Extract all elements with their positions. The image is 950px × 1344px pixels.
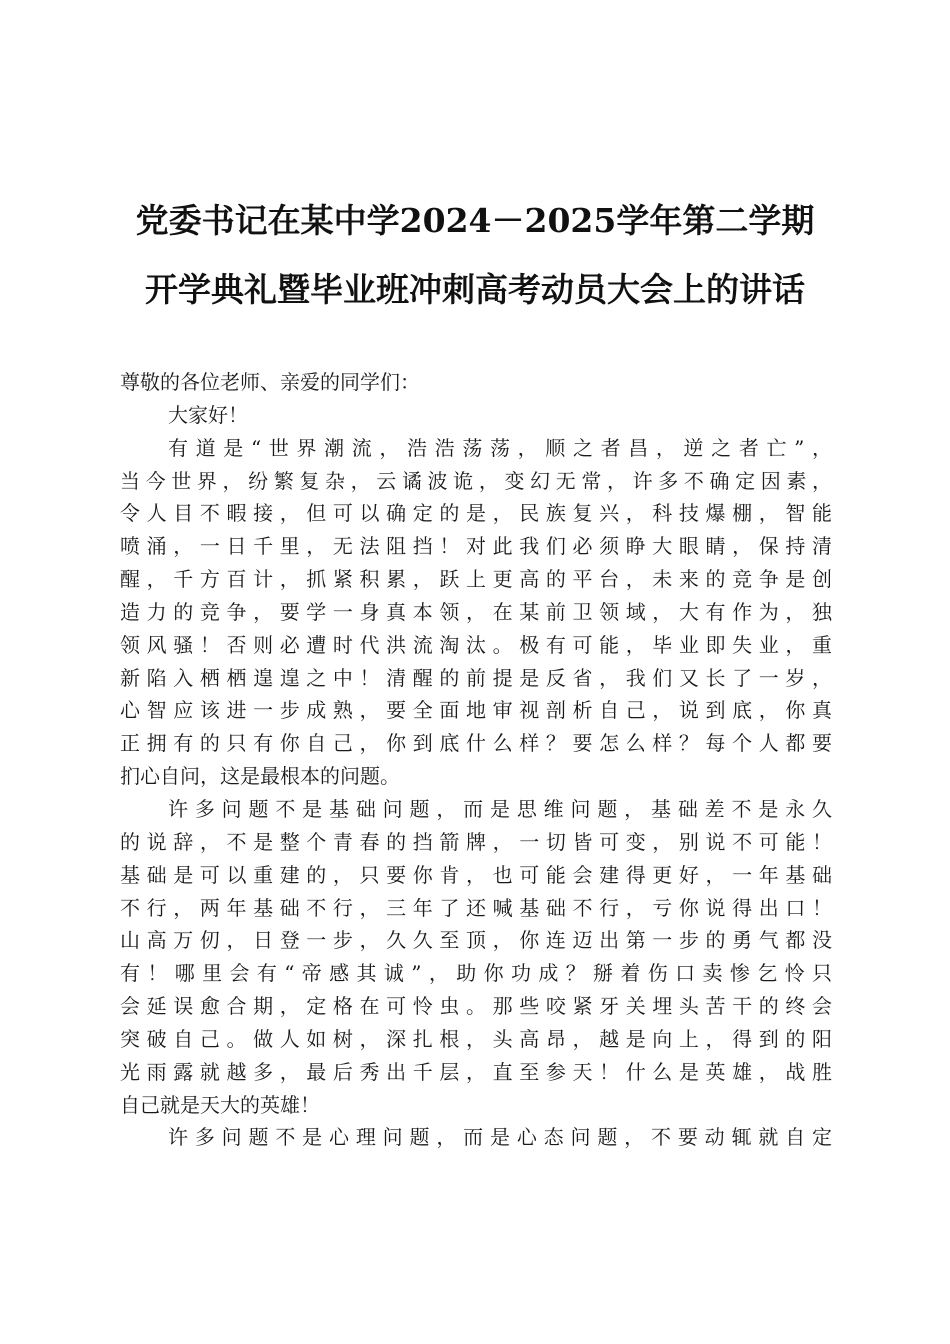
paragraph-line: 有！哪里会有“帝感其诚”，助你功成？掰着伤口卖惨乞怜只 bbox=[120, 961, 832, 986]
paragraph-2 bbox=[120, 793, 832, 1121]
paragraph-line: 造力的竞争，要学一身真本领，在某前卫领域，大有作为，独 bbox=[120, 599, 832, 624]
paragraph-line: 会延误愈合期，定格在可怜虫。那些咬紧牙关埋头苦干的终会 bbox=[120, 994, 832, 1019]
paragraph-line: 心智应该进一步成熟，要全面地审视剖析自己，说到底，你真 bbox=[120, 698, 832, 723]
paragraph-line: 喷涌，一日千里，无法阻挡！对此我们必须睁大眼睛，保持清 bbox=[120, 534, 832, 559]
paragraph-line: 光雨露就越多，最后秀出千层，直至参天！什么是英雄，战胜 bbox=[120, 1059, 832, 1084]
paragraph-line: 新陷入栖栖遑遑之中！清醒的前提是反省，我们又长了一岁， bbox=[120, 665, 832, 690]
paragraph-1 bbox=[120, 432, 832, 793]
paragraph-line: 领风骚！否则必遭时代洪流淘汰。极有可能，毕业即失业，重 bbox=[120, 632, 832, 657]
paragraph-line: 基础是可以重建的，只要你肯，也可能会建得更好，一年基础 bbox=[120, 862, 832, 887]
document-title-line-2: 开学典礼暨毕业班冲刺高考动员大会上的讲话 bbox=[145, 270, 805, 309]
paragraph-line: 自己就是天大的英雄！ bbox=[120, 1092, 320, 1117]
paragraph-line: 山高万仞，日登一步，久久至顶，你连迈出第一步的勇气都没 bbox=[120, 928, 832, 953]
greeting: 大家好！ bbox=[168, 402, 248, 427]
paragraph-line: 当今世界，纷繁复杂，云谲波诡，变幻无常，许多不确定因素， bbox=[120, 468, 832, 493]
paragraph-line: 不行，两年基础不行，三年了还喊基础不行，亏你说得出口！ bbox=[120, 895, 832, 920]
document-body bbox=[120, 366, 832, 1154]
paragraph-line: 有道是“世界潮流，浩浩荡荡，顺之者昌，逆之者亡”， bbox=[168, 435, 832, 460]
paragraph-line: 正拥有的只有你自己，你到底什么样？要怎么样？每个人都要 bbox=[120, 731, 832, 756]
paragraph-line: 许多问题不是基础问题，而是思维问题，基础差不是永久 bbox=[168, 796, 832, 821]
document-title-line-1: 党委书记在某中学2024－2025学年第二学期 bbox=[135, 201, 815, 240]
paragraph-line: 醒，千方百计，抓紧积累，跃上更高的平台，未来的竞争是创 bbox=[120, 567, 832, 592]
paragraph-line: 扪心自问，这是最根本的问题。 bbox=[120, 764, 400, 789]
paragraph-line: 的说辞，不是整个青春的挡箭牌，一切皆可变，别说不可能！ bbox=[120, 829, 832, 854]
salutation: 尊敬的各位老师、亲爱的同学们： bbox=[120, 370, 420, 394]
paragraph-3 bbox=[120, 1121, 832, 1154]
paragraph-line: 突破自己。做人如树，深扎根，头高昂，越是向上，得到的阳 bbox=[120, 1026, 832, 1051]
paragraph-line: 许多问题不是心理问题，而是心态问题，不要动辄就自定 bbox=[168, 1125, 832, 1150]
paragraph-line: 令人目不暇接，但可以确定的是，民族复兴，科技爆棚，智能 bbox=[120, 501, 832, 526]
